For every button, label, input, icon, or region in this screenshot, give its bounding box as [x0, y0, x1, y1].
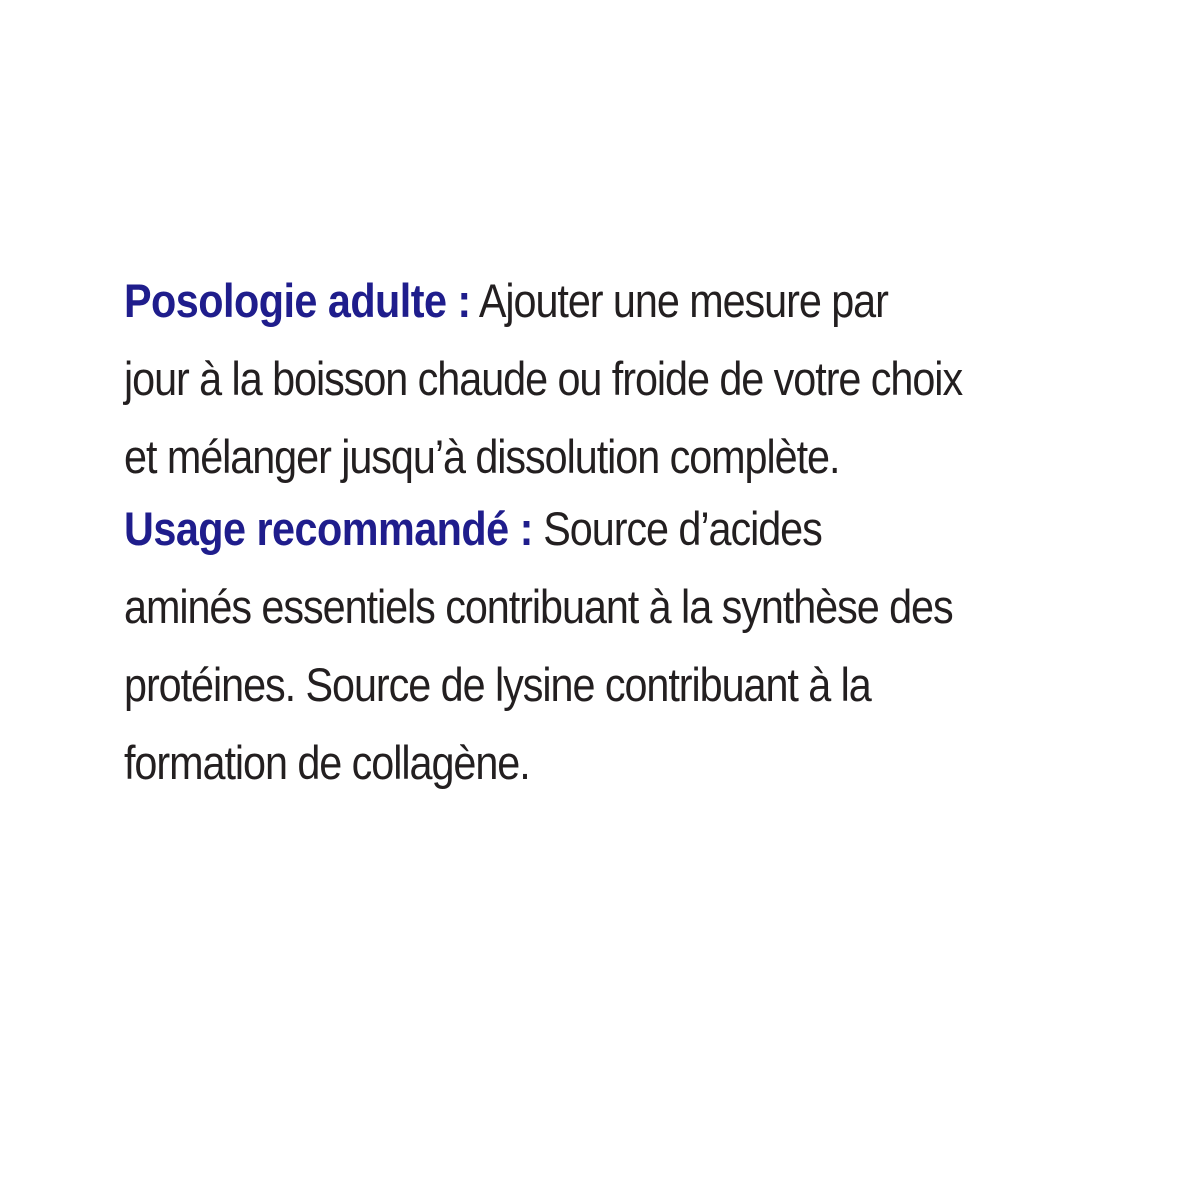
dosage-text-line: et mélanger jusqu’à dissolution complète. — [124, 430, 840, 483]
recommended-use-text-line: Source d’acides — [543, 502, 822, 555]
dosage-heading: Posologie adulte : — [124, 274, 471, 327]
product-info-panel — [124, 262, 1084, 802]
recommended-use-heading: Usage recommandé : — [124, 502, 533, 555]
dosage-first-line — [124, 262, 1083, 340]
recommended-use-text-line: protéines. Source de lysine contribuant à la — [124, 658, 871, 711]
dosage-section — [124, 262, 1083, 496]
dosage-text-line: Ajouter une mesure par — [478, 274, 888, 327]
recommended-use-first-line — [124, 490, 1083, 568]
dosage-text-line: jour à la boisson chaude ou froide de votre choix — [124, 352, 963, 405]
recommended-use-text-line: aminés essentiels contribuant à la synthèse des — [124, 580, 953, 633]
recommended-use-section — [124, 490, 1083, 802]
recommended-use-text-line: formation de collagène. — [124, 736, 530, 789]
